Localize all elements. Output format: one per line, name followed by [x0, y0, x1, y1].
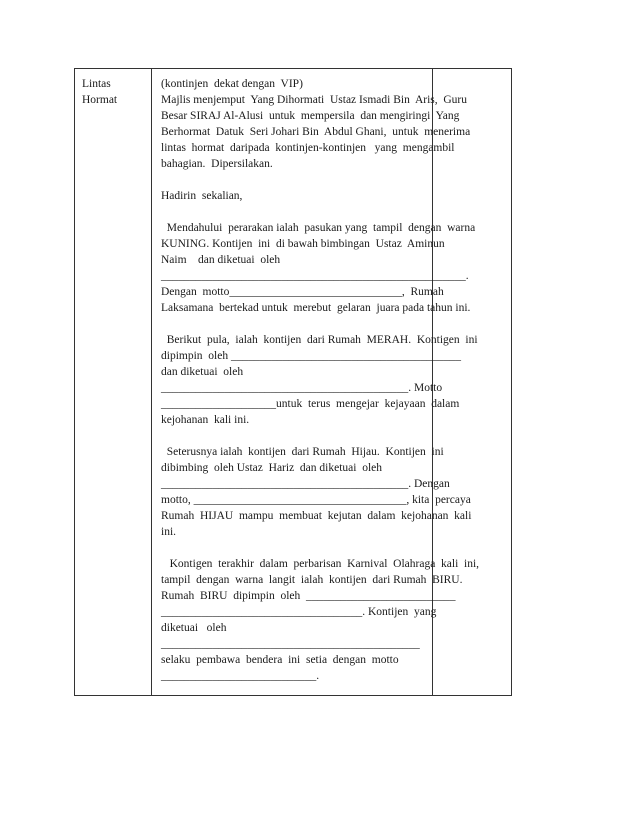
- hijau-paragraph: [161, 444, 472, 540]
- blank-fill-line: motto, _____________________________________, kita percaya: [161, 494, 471, 506]
- text-line: lintas hormat daripada kontinjen-kontinjen yang mengambil: [161, 142, 455, 154]
- text-line: ini.: [161, 526, 177, 538]
- blank-fill-line: ____________________untuk terus mengejar kejayaan dalam: [161, 398, 460, 410]
- text-line: Hadirin sekalian,: [161, 190, 243, 202]
- text-line: (kontinjen dekat dengan VIP): [161, 78, 303, 90]
- text-line: Rumah HIJAU mampu membuat kejutan dalam kejohanan kali: [161, 510, 472, 522]
- text-line: Besar SIRAJ Al-Alusi untuk mempersila dan mengiringi Yang: [161, 110, 460, 122]
- text-line: Mendahului perarakan ialah pasukan yang tampil dengan warna: [161, 222, 476, 234]
- blank-fill-line: _____________________________________________: [161, 638, 420, 650]
- blank-fill-line: ___________________________________________. Motto: [161, 382, 443, 394]
- text-line: Berhormat Datuk Seri Johari Bin Abdul Ghani, untuk menerima: [161, 126, 471, 138]
- blank-fill-line: ___________________________________________. Dengan: [161, 478, 450, 490]
- blank-fill-line: ___________________________.: [161, 670, 320, 682]
- text-line: Majlis menjemput Yang Dihormati Ustaz Ismadi Bin Aris, Guru: [161, 94, 468, 106]
- section-label-line: Lintas: [82, 78, 111, 90]
- text-line: tampil dengan warna langit ialah kontijen dari Rumah BIRU.: [161, 574, 463, 586]
- greeting-paragraph: [161, 188, 431, 204]
- text-line: Naim dan diketuai oleh: [161, 254, 281, 266]
- script-content-cell: [161, 76, 480, 684]
- biru-paragraph: [161, 556, 480, 684]
- kuning-paragraph: [161, 220, 476, 316]
- text-line: bahagian. Dipersilakan.: [161, 158, 273, 170]
- text-line: Kontigen terakhir dalam perbarisan Karnival Olahraga kali ini,: [161, 558, 480, 570]
- blank-fill-line: Dengan motto______________________________, Rumah: [161, 286, 444, 298]
- section-label-line: Hormat: [82, 94, 118, 106]
- merah-paragraph: [161, 332, 478, 428]
- text-line: Laksamana bertekad untuk merebut gelaran juara pada tahun ini.: [161, 302, 471, 314]
- blank-fill-line: _____________________________________________________.: [161, 270, 469, 282]
- text-line: diketuai oleh: [161, 622, 227, 634]
- text-line: dibimbing oleh Ustaz Hariz dan diketuai oleh: [161, 462, 382, 474]
- blank-fill-line: dipimpin oleh ________________________________________: [161, 350, 461, 362]
- text-line: Berikut pula, ialah kontijen dari Rumah MERAH. Kontigen ini: [161, 334, 478, 346]
- column-divider: [151, 69, 152, 695]
- text-line: dan diketuai oleh: [161, 366, 244, 378]
- intro-paragraph: [161, 76, 471, 172]
- script-table: [74, 68, 512, 696]
- text-line: selaku pembawa bendera ini setia dengan motto: [161, 654, 399, 666]
- section-label-cell: [82, 76, 148, 108]
- blank-fill-line: Rumah BIRU dipimpin oleh __________________________: [161, 590, 456, 602]
- text-line: KUNING. Kontijen ini di bawah bimbingan Ustaz Aminun: [161, 238, 445, 250]
- blank-fill-line: ___________________________________. Kontijen yang: [161, 606, 437, 618]
- text-line: kejohanan kali ini.: [161, 414, 250, 426]
- text-line: Seterusnya ialah kontijen dari Rumah Hijau. Kontijen ini: [161, 446, 444, 458]
